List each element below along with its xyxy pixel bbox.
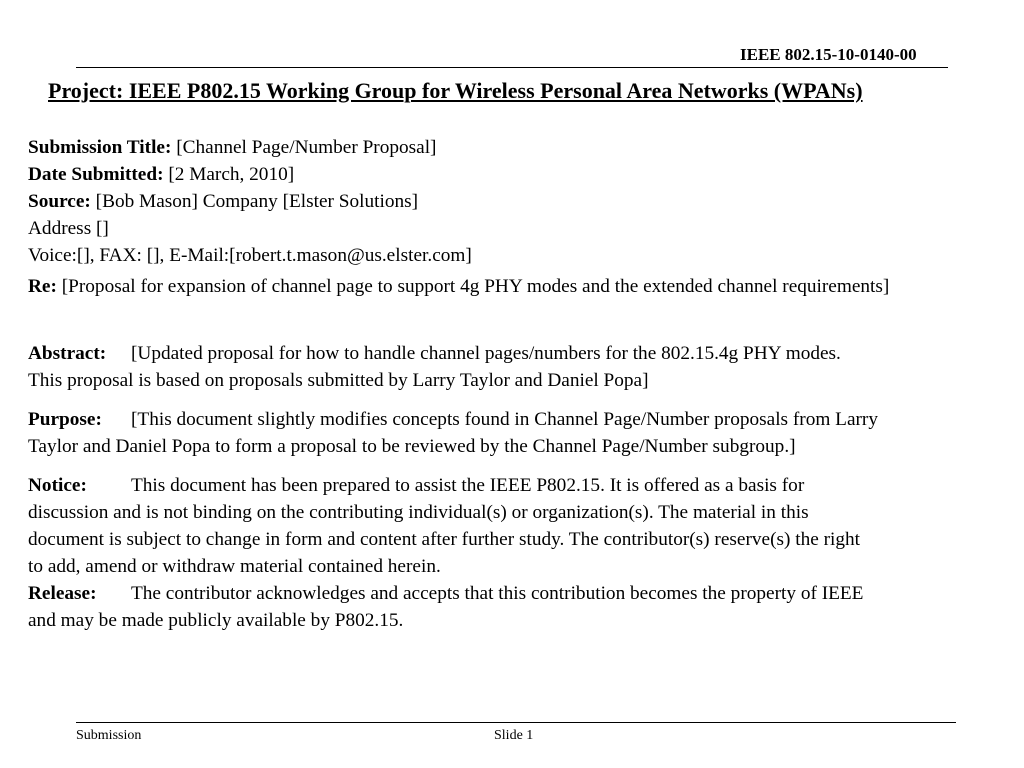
abstract-line-1 xyxy=(28,340,1018,367)
source-line xyxy=(28,188,1018,215)
source-label: Source: xyxy=(28,191,91,212)
notice-text-1: This document has been prepared to assist the IEEE P802.15. It is offered as a basis for xyxy=(131,475,805,496)
notice-line-2: discussion and is not binding on the contributing individual(s) or organization(s). The material in this xyxy=(28,502,809,523)
notice-line-1 xyxy=(28,472,1018,499)
date-submitted-line xyxy=(28,161,1018,188)
abstract-label: Abstract: xyxy=(28,343,107,364)
notice-line-4: to add, amend or withdraw material contained herein. xyxy=(28,556,441,577)
submission-title-label: Submission Title: xyxy=(28,137,172,158)
purpose-line-1 xyxy=(28,406,1018,433)
release-label: Release: xyxy=(28,583,97,604)
submission-title-line xyxy=(28,134,1018,161)
header-rule xyxy=(76,67,948,68)
address-line: Address [] xyxy=(28,218,109,239)
contact-line: Voice:[], FAX: [], E-Mail:[robert.t.mason@us.elster.com] xyxy=(28,245,472,266)
footer-slide-number: Slide 1 xyxy=(494,728,534,743)
release-line-1 xyxy=(28,580,1018,607)
notice-line-3: document is subject to change in form and content after further study. The contributor(s) reserve(s) the right xyxy=(28,529,861,550)
re-paragraph xyxy=(28,273,1018,300)
abstract-text-1: [Updated proposal for how to handle channel pages/numbers for the 802.15.4g PHY modes. xyxy=(131,343,841,364)
release-line-2: and may be made publicly available by P802.15. xyxy=(28,610,404,631)
re-label: Re: xyxy=(28,276,57,297)
slide-content xyxy=(28,134,1018,634)
purpose-label: Purpose: xyxy=(28,409,102,430)
purpose-text-1: [This document slightly modifies concepts found in Channel Page/Number proposals from Larry xyxy=(131,409,878,430)
project-title: Project: IEEE P802.15 Working Group for Wireless Personal Area Networks (WPANs) xyxy=(48,78,863,103)
purpose-line-2: Taylor and Daniel Popa to form a proposal to be reviewed by the Channel Page/Number subgroup.] xyxy=(28,436,796,457)
source-value: [Bob Mason] Company [Elster Solutions] xyxy=(90,191,419,212)
document-id: IEEE 802.15-10-0140-00 xyxy=(740,45,917,64)
submission-title-value: [Channel Page/Number Proposal] xyxy=(171,137,437,158)
abstract-line-2: This proposal is based on proposals submitted by Larry Taylor and Daniel Popa] xyxy=(28,370,649,391)
footer-rule xyxy=(76,722,956,723)
re-text: [Proposal for expansion of channel page to support 4g PHY modes and the extended channel requirements] xyxy=(56,276,890,297)
date-submitted-label: Date Submitted: xyxy=(28,164,164,185)
footer-submission: Submission xyxy=(76,728,142,743)
date-submitted-value: [2 March, 2010] xyxy=(163,164,295,185)
notice-label: Notice: xyxy=(28,475,87,496)
release-text-1: The contributor acknowledges and accepts that this contribution becomes the property of IEEE xyxy=(131,583,864,604)
